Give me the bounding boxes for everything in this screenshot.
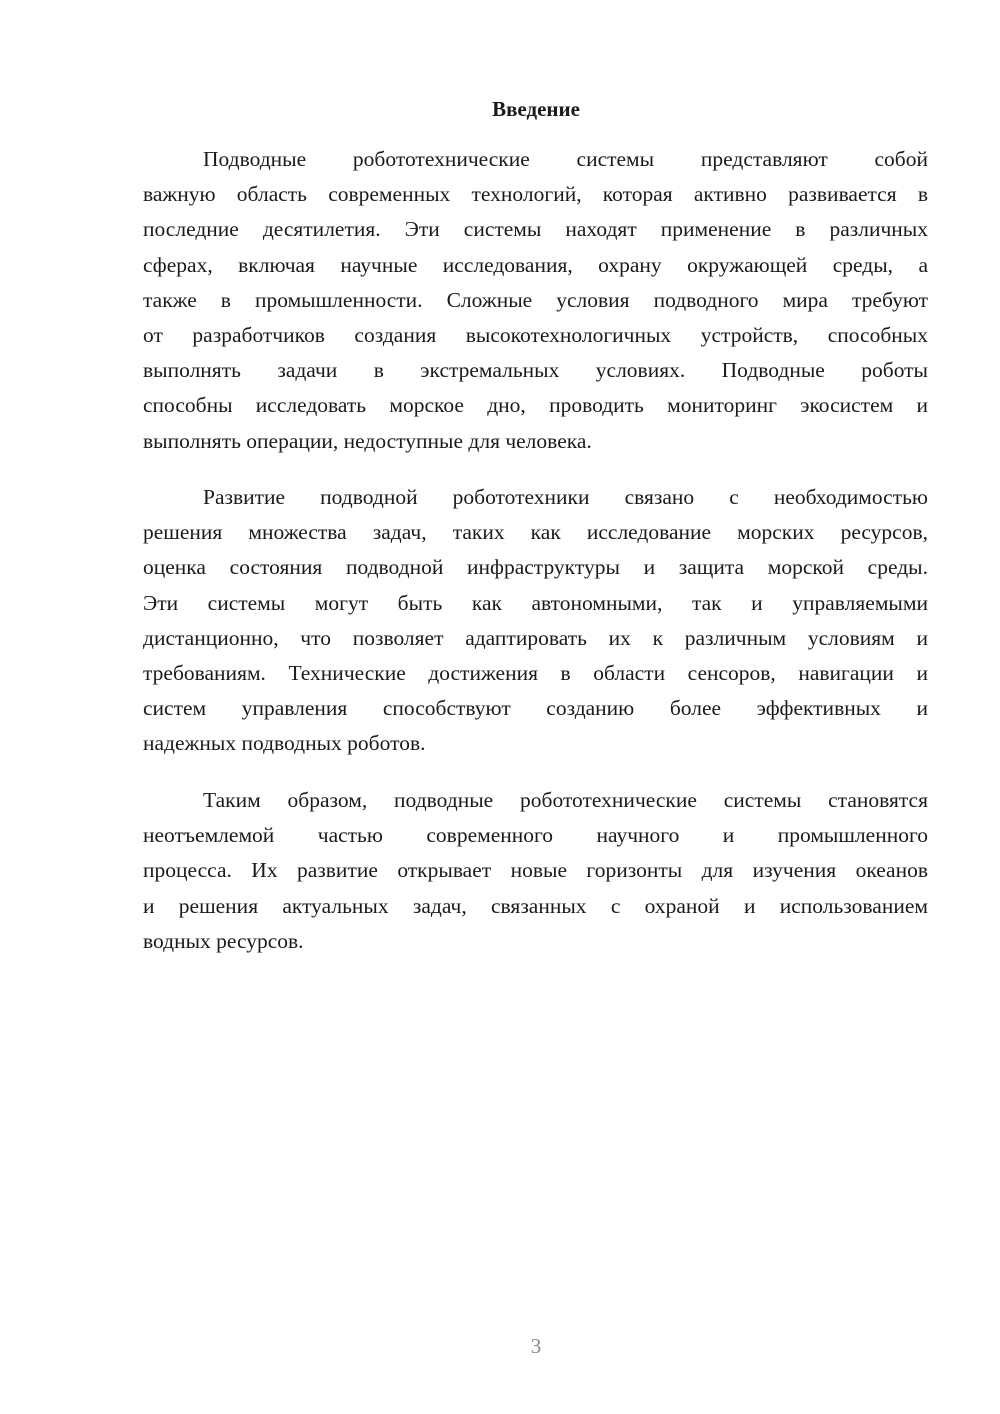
text-line: оценка состояния подводной инфраструктуры и защита морской среды.	[143, 555, 928, 580]
text-line: водных ресурсов.	[143, 928, 304, 953]
text-line: и решения актуальных задач, связанных с охраной и использованием	[143, 893, 928, 918]
text-line: решения множества задач, таких как исследование морских ресурсов,	[143, 520, 928, 545]
text-line: систем управления способствуют созданию более эффективных и	[143, 696, 928, 721]
section-title: Введение	[492, 97, 580, 121]
text-line: способны исследовать морское дно, проводить мониторинг экосистем и	[143, 393, 928, 418]
text-line: важную область современных технологий, которая активно развивается в	[143, 182, 928, 207]
paragraph-3	[143, 783, 928, 959]
text-line: выполнять задачи в экстремальных условиях. Подводные роботы	[143, 358, 928, 383]
text-line: Эти системы могут быть как автономными, так и управляемыми	[143, 590, 928, 615]
text-line: Подводные робототехнические системы представляют собой	[203, 147, 928, 171]
text-line: надежных подводных роботов.	[143, 731, 426, 756]
text-line: также в промышленности. Сложные условия подводного мира требуют	[143, 287, 928, 312]
paragraph-2	[143, 480, 928, 762]
text-line: дистанционно, что позволяет адаптировать их к различным условиям и	[143, 625, 928, 650]
text-line: неотъемлемой частью современного научного и промышленного	[143, 823, 928, 848]
text-line: Развитие подводной робототехники связано с необходимостью	[203, 485, 928, 509]
text-line: от разработчиков создания высокотехнологичных устройств, способных	[143, 322, 928, 347]
text-line: последние десятилетия. Эти системы находят применение в различных	[143, 217, 928, 242]
text-line: сферах, включая научные исследования, охрану окружающей среды, а	[143, 252, 928, 277]
paragraph-1	[143, 142, 928, 459]
text-line: требованиям. Технические достижения в области сенсоров, навигации и	[143, 660, 928, 685]
text-line: процесса. Их развитие открывает новые горизонты для изучения океанов	[143, 858, 928, 883]
page-number: 3	[530, 1334, 542, 1358]
text-line: Таким образом, подводные робототехнические системы становятся	[203, 788, 928, 812]
text-line: выполнять операции, недоступные для человека.	[143, 428, 592, 453]
